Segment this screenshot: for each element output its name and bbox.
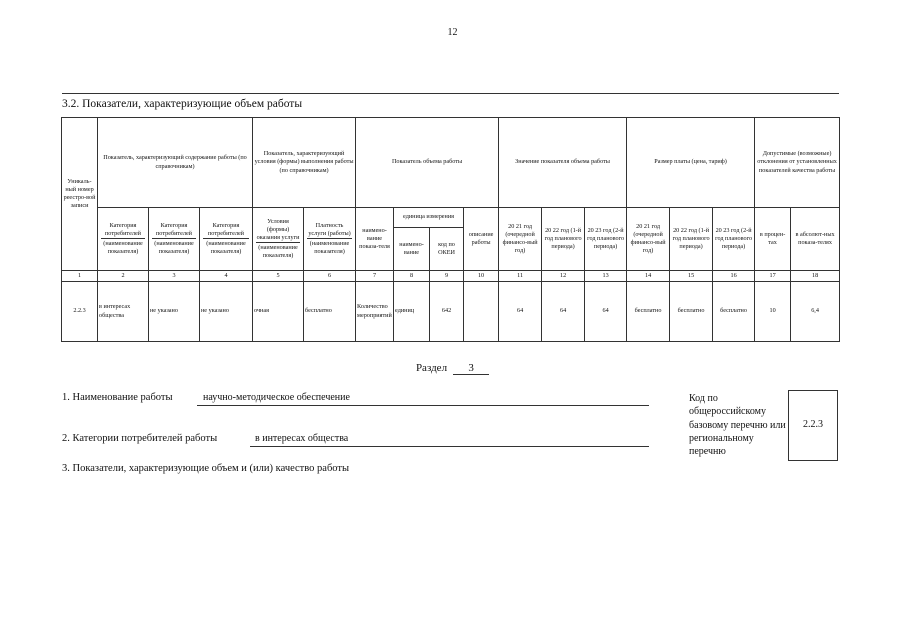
col-num: 17 [755,271,791,282]
col-num: 6 [304,271,356,282]
col-num: 7 [356,271,394,282]
work-name-value: научно-методическое обеспечение [203,392,350,403]
code-box: 2.2.3 [788,390,838,461]
header-work-description: описание работы [464,208,499,271]
col-num: 2 [98,271,149,282]
header-indicator-name: наимено-вание показа-теля [356,208,394,271]
consumers-value: в интересах общества [255,433,349,444]
cell-okei: 642 [430,282,464,342]
header-payment: Размер платы (цена, тариф) [627,118,755,208]
cell-form: очная [253,282,304,342]
header-volume: Показатель объема работы [356,118,499,208]
cell-value-2022: 64 [542,282,585,342]
col-num: 5 [253,271,304,282]
col-num: 15 [670,271,713,282]
col-num: 18 [791,271,840,282]
volume-indicators-table [61,117,840,342]
section-number: 3 [453,362,489,375]
col-num: 12 [542,271,585,282]
cell-category-1: в интересах общества [98,282,149,342]
col-num: 9 [430,271,464,282]
col-num: 14 [627,271,670,282]
work-name-label: 1. Наименование работы [62,392,173,403]
header-okei: код по ОКЕИ [430,228,464,271]
cell-value-2023: 64 [585,282,627,342]
code-label: Код по общероссийскому базовому перечню или региональному перечню [689,393,786,458]
header-pay-2023: 20 23 год (2-й год планового периода) [713,208,755,271]
section-32-title: 3.2. Показатели, характеризующие объем работы [62,98,303,110]
col-num: 11 [499,271,542,282]
section-label: Раздел [415,362,448,374]
header-conditions: Показатель, характеризующий условия (формы) выполнения работы (по справочникам) [253,118,356,208]
col-num: 1 [62,271,98,282]
cell-category-3: не указано [200,282,253,342]
cell-unit: единиц [394,282,430,342]
header-payment-type: Платность услуги (работы) (наименование показателя) [304,208,356,271]
cell-pay-2022: бесплатно [670,282,713,342]
col-num: 3 [149,271,200,282]
header-absolute: в абсолют-ных показа-телях [791,208,840,271]
header-category-3: Категория потребителей (наименование показателя) [200,208,253,271]
indicators-label: 3. Показатели, характеризующие объем и (или) качество работы [62,463,350,474]
col-num: 13 [585,271,627,282]
header-deviation: Допустимые (возможные) отклонения от установленных показателей качества работы [755,118,840,208]
cell-category-2: не указано [149,282,200,342]
header-2022: 20 22 год (1-й год планового периода) [542,208,585,271]
col-num: 4 [200,271,253,282]
cell-pay-2023: бесплатно [713,282,755,342]
consumers-underline [250,446,649,447]
header-category-2: Категория потребителей (наименование показателя) [149,208,200,271]
cell-code: 2.2.3 [62,282,98,342]
header-pay-2022: 20 22 год (1-й год планового периода) [670,208,713,271]
cell-percent: 10 [755,282,791,342]
col-num: 10 [464,271,499,282]
header-category-1: Категория потребителей (наименование показателя) [98,208,149,271]
header-value: Значение показателя объема работы [499,118,627,208]
section-heading [0,362,905,375]
header-percent: в процен-тах [755,208,791,271]
header-pay-2021: 20 21 год (очередной финансо-вый год) [627,208,670,271]
table-row [62,282,840,342]
cell-value-2021: 64 [499,282,542,342]
cell-absolute: 6,4 [791,282,840,342]
header-unit-name: наимено-вание [394,228,430,271]
cell-pay-2021: бесплатно [627,282,670,342]
header-2023: 20 23 год (2-й год планового периода) [585,208,627,271]
consumers-label: 2. Категории потребителей работы [62,433,218,444]
top-rule [62,93,839,94]
header-content: Показатель, характеризующий содержание работы (по справочникам) [98,118,253,208]
col-num: 8 [394,271,430,282]
header-2021: 20 21 год (очередной финансо-вый год) [499,208,542,271]
header-unit: единица измерения [394,208,464,228]
header-form: Условия (формы) оказания услуги (наименование показателя) [253,208,304,271]
page-number: 12 [447,27,458,38]
cell-indicator: Количество мероприятий [356,282,394,342]
col-num: 16 [713,271,755,282]
cell-payment-type: бесплатно [304,282,356,342]
header-unique-number: Уникаль-ный номер реестро-вой записи [62,118,98,271]
column-number-row [62,271,840,282]
work-name-underline [197,405,649,406]
cell-description [464,282,499,342]
